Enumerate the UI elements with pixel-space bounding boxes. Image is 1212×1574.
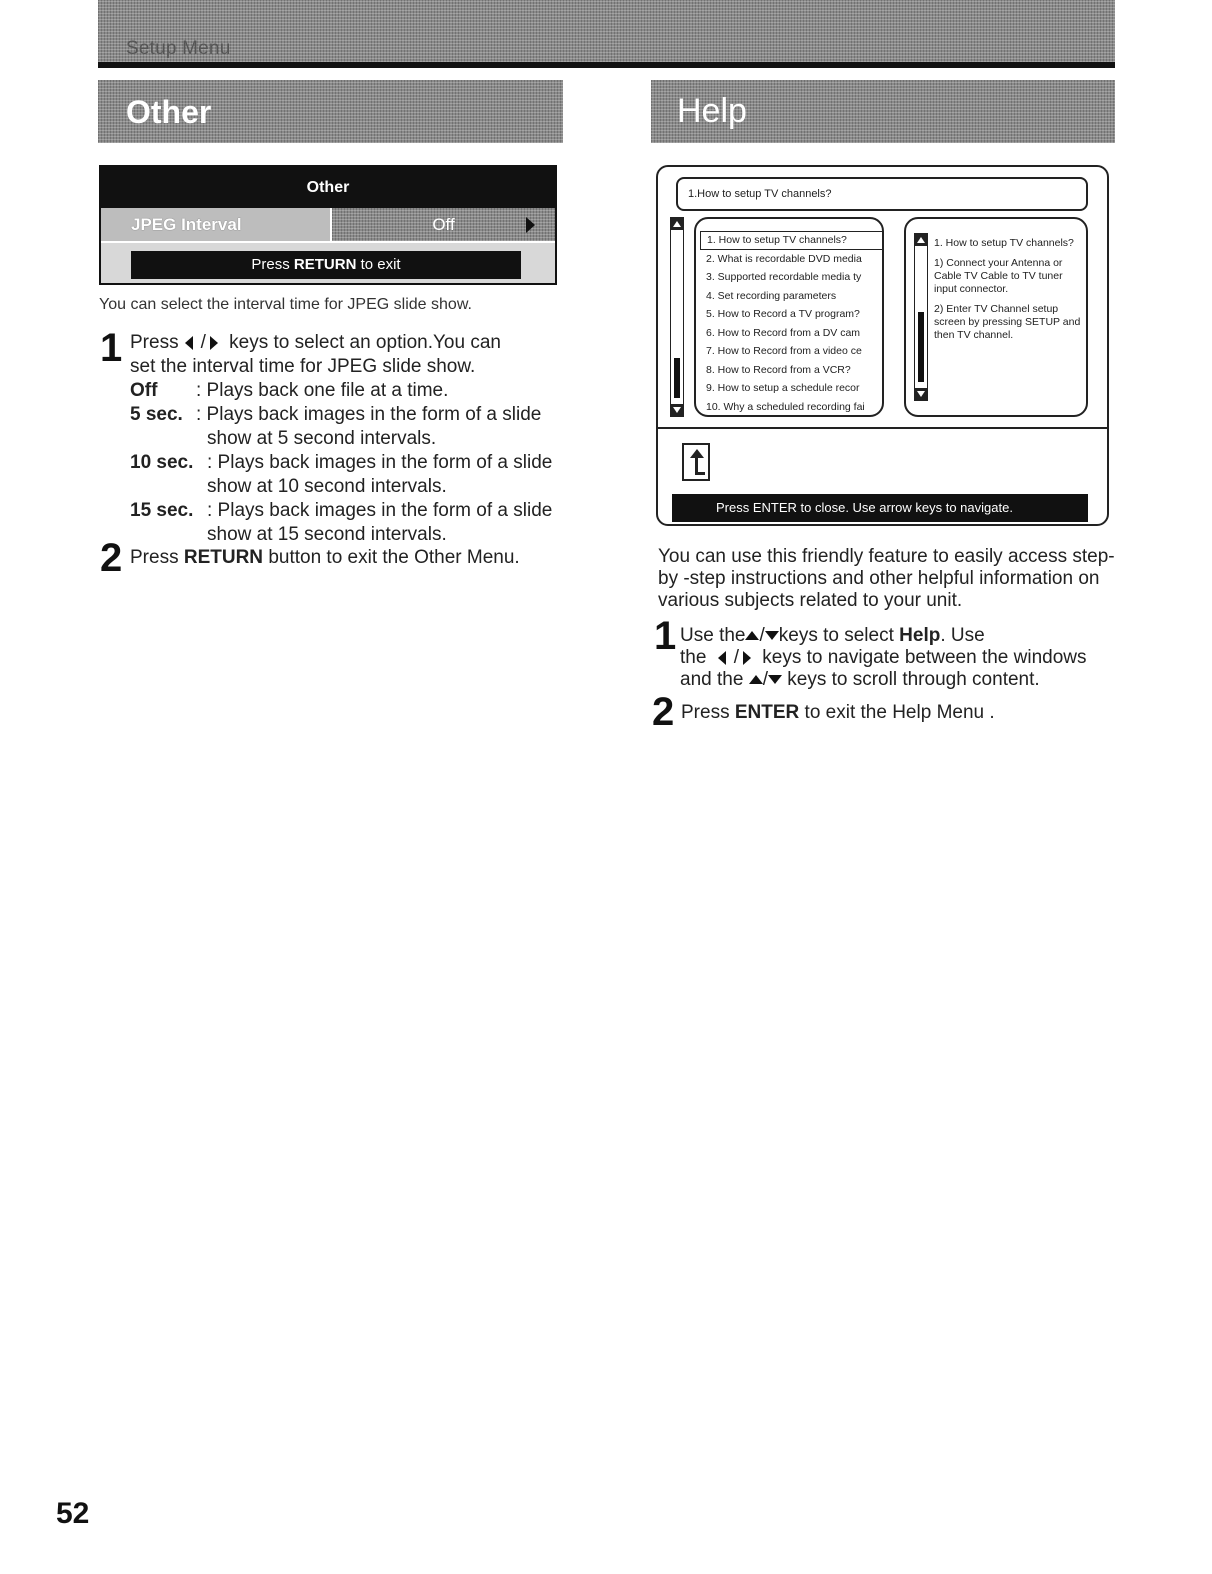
left-arrow-icon: [718, 651, 726, 665]
option-desc-cont: show at 15 second intervals.: [207, 524, 447, 545]
return-icon[interactable]: [682, 443, 710, 481]
topic-item[interactable]: 2. What is recordable DVD media: [706, 252, 862, 265]
help-step-1-number: 1: [654, 614, 677, 658]
topic-item[interactable]: 5. How to Record a TV program?: [706, 308, 860, 320]
other-step-2-text: Press RETURN button to exit the Other Menu.: [130, 547, 520, 568]
option-term: 5 sec.: [130, 404, 183, 425]
detail-paragraph: 2) Enter TV Channel setup screen by pressing SETUP and then TV channel.: [934, 303, 1081, 341]
other-step-2-number: 2: [100, 536, 123, 580]
other-menu-screen: [99, 165, 557, 285]
option-15-sec: [130, 499, 570, 547]
help-menu-footer: Press ENTER to close. Use arrow keys to navigate.: [672, 494, 1088, 522]
right-arrow-icon[interactable]: [526, 217, 535, 233]
topic-item[interactable]: 1. How to setup TV channels?: [700, 231, 884, 250]
help-step-2-number: 2: [652, 690, 675, 734]
topic-item[interactable]: 3. Supported recordable media ty: [706, 271, 862, 283]
footer-suffix: to exit: [360, 256, 401, 273]
help-step-1-line-3: and the / keys to scroll through content.: [680, 669, 1040, 690]
jpeg-interval-label: JPEG Interval: [101, 208, 330, 241]
right-arrow-icon: [743, 651, 751, 665]
up-arrow-icon: [749, 675, 763, 684]
option-desc-cont: show at 10 second intervals.: [207, 476, 447, 497]
option-desc: : Plays back images in the form of a slide: [196, 404, 542, 425]
right-arrow-icon: [210, 336, 218, 350]
option-desc: : Plays back one file at a time.: [196, 380, 449, 401]
topic-item[interactable]: 7. How to Record from a video ce: [706, 345, 862, 357]
help-query-field[interactable]: 1.How to setup TV channels?: [676, 177, 1088, 211]
scroll-down-icon[interactable]: [915, 388, 927, 400]
down-arrow-icon: [765, 631, 779, 640]
help-step-1-line-2: the / keys to navigate between the windows: [680, 647, 1087, 668]
option-desc-cont: show at 5 second intervals.: [207, 428, 437, 449]
help-menu-screen: [656, 165, 1109, 526]
topic-scrollbar[interactable]: [670, 217, 684, 417]
detail-panel: [904, 217, 1088, 417]
option-5-sec: [130, 403, 570, 451]
page-number: 52: [56, 1497, 90, 1530]
topic-list-panel: [694, 217, 884, 417]
header-rule: [98, 62, 1115, 68]
option-desc: : Plays back images in the form of a slide: [207, 500, 553, 521]
topic-item[interactable]: 9. How to setup a schedule recor: [706, 382, 860, 394]
detail-scrollbar[interactable]: [914, 233, 928, 401]
option-term: Off: [130, 380, 158, 401]
topic-item[interactable]: 4. Set recording parameters: [706, 289, 837, 302]
scroll-up-icon[interactable]: [671, 218, 683, 230]
help-step-1-text: [680, 625, 1120, 691]
help-title: Help: [677, 92, 747, 130]
other-step-1-number: 1: [100, 326, 123, 370]
topic-item[interactable]: 10. Why a scheduled recording fai: [706, 400, 865, 413]
jpeg-interval-row[interactable]: [101, 208, 555, 241]
other-title: Other: [126, 94, 212, 130]
section-header-band: [98, 0, 1115, 62]
footer-prefix: Press: [251, 256, 290, 273]
footer-key: RETURN: [293, 256, 357, 273]
help-step-2-text: Press ENTER to exit the Help Menu .: [681, 702, 995, 723]
scroll-up-icon[interactable]: [915, 234, 927, 246]
option-off: [130, 379, 570, 403]
topic-item[interactable]: 6. How to Record from a DV cam: [706, 326, 861, 339]
topic-list: [700, 231, 884, 416]
scroll-down-icon[interactable]: [671, 404, 683, 416]
other-step-1-text: [130, 331, 570, 379]
up-arrow-icon: [745, 631, 759, 640]
other-menu-header: Other: [101, 167, 555, 208]
other-title-bar: [98, 80, 563, 143]
down-arrow-icon: [768, 675, 782, 684]
other-lead-text: You can select the interval time for JPEG slide show.: [99, 296, 472, 313]
other-step-1-line-2: set the interval time for JPEG slide show.: [130, 356, 476, 377]
detail-paragraph: 1. How to setup TV channels?: [934, 237, 1074, 249]
scroll-thumb[interactable]: [674, 358, 680, 398]
other-step-1-line-1: Press / keys to select an option.You can: [130, 332, 501, 353]
jpeg-interval-value[interactable]: Off: [332, 208, 555, 241]
other-menu-footer: [131, 251, 521, 279]
help-lead-text: You can use this friendly feature to easily access step-by -step instructions and other helpful information on various subjects related to your unit.: [658, 546, 1115, 611]
section-label: Setup Menu: [126, 38, 231, 59]
option-10-sec: [130, 451, 570, 499]
detail-paragraph: 1) Connect your Antenna or Cable TV Cable to TV tuner input connector.: [934, 257, 1063, 295]
topic-item[interactable]: 8. How to Record from a VCR?: [706, 363, 851, 376]
help-step-1-line-1: Use the / keys to select Help. Use: [680, 625, 985, 646]
left-arrow-icon: [185, 336, 193, 350]
scroll-thumb[interactable]: [918, 312, 924, 382]
detail-text: [934, 237, 1082, 349]
help-title-bar: [651, 80, 1115, 143]
option-desc: : Plays back images in the form of a slide: [207, 452, 553, 473]
help-divider: [658, 427, 1107, 429]
option-term: 10 sec.: [130, 452, 194, 473]
option-term: 15 sec.: [130, 500, 194, 521]
